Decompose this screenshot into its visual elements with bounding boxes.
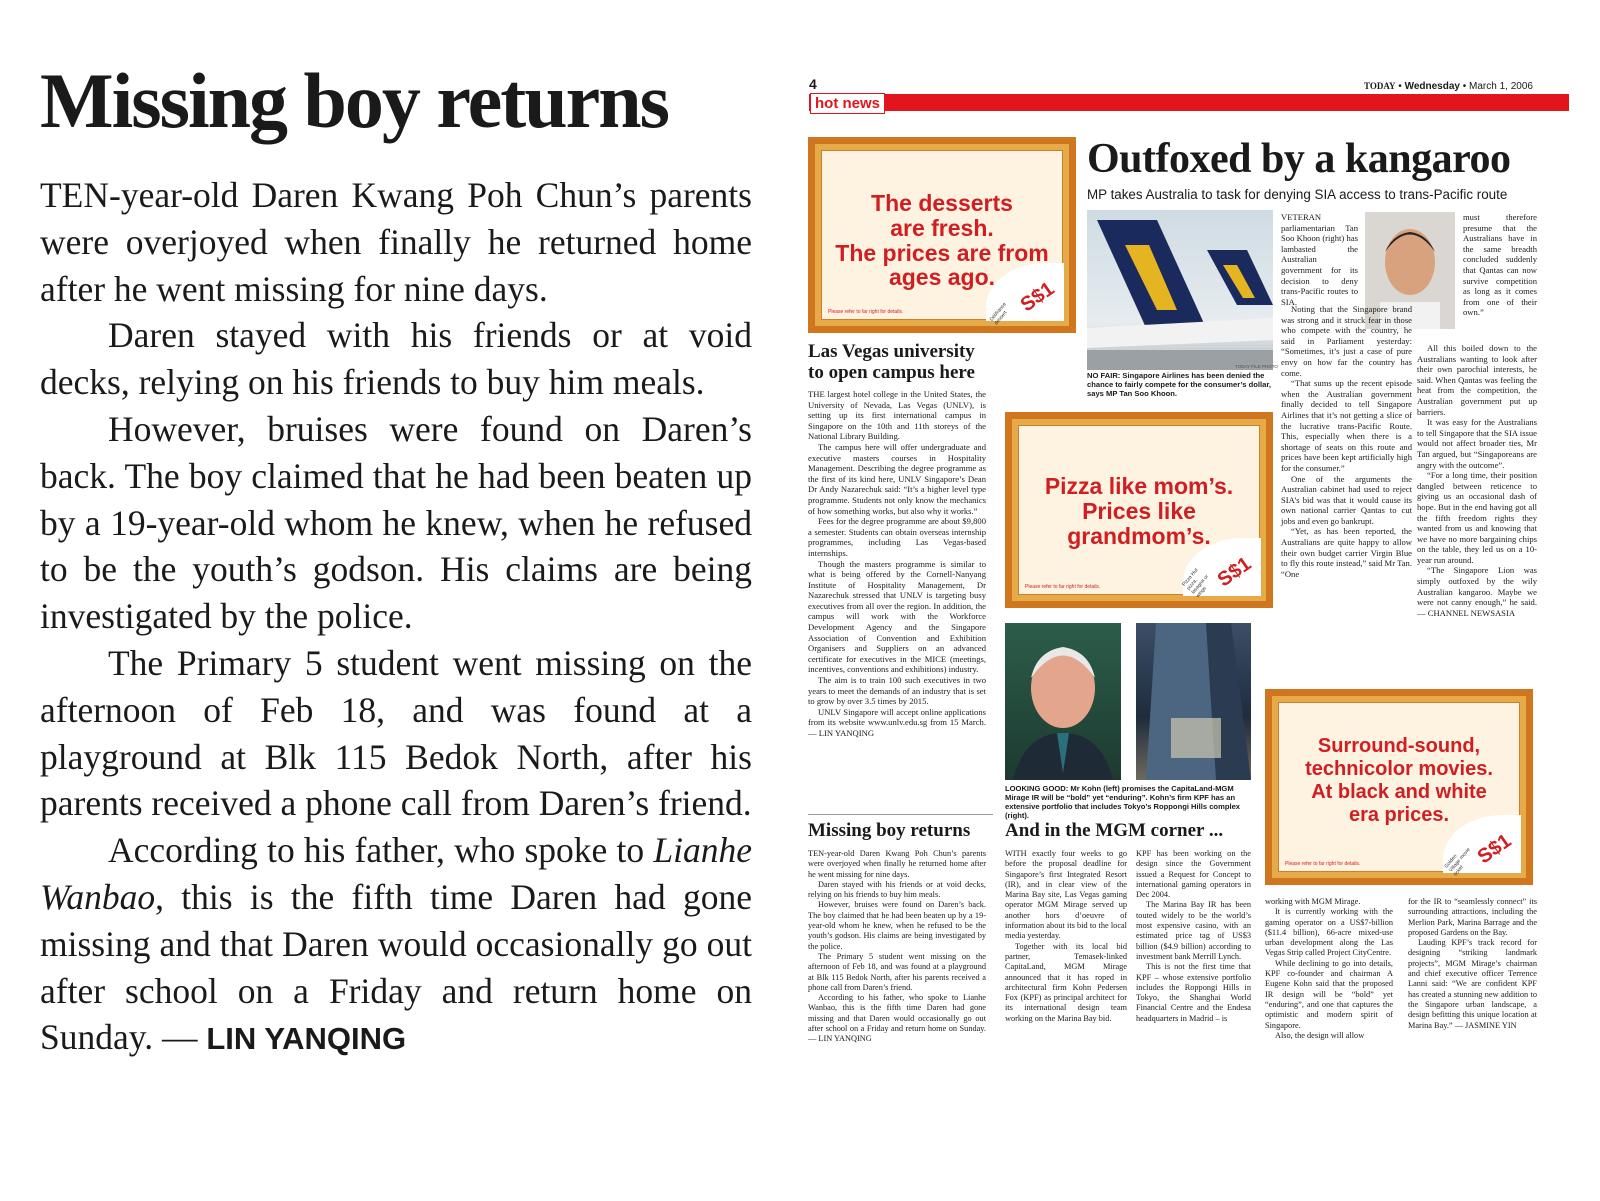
ad-movies-line-4: era prices. (1348, 804, 1450, 826)
kangaroo-col1-top (1281, 212, 1358, 307)
ad-pizza-text (1019, 474, 1259, 548)
masthead-dateline: TODAY • Wednesday • March 1, 2006 (1364, 81, 1533, 92)
roppongi-hills-photo (1136, 623, 1251, 780)
ad-movies-tag: Golden Village movie ticket (1443, 846, 1472, 878)
kangaroo-col2-top (1463, 212, 1537, 318)
ad-pizza-panel (1018, 425, 1260, 600)
kangaroo-paragraph-9: “For a long time, their position dangled between reticence to giving us an occasional dash of hope. But in the end having got all the fifth freedom rights they wanted from us and knowing that we have no more bargaining chips on the table, they led us on a 10-year run around. (1417, 470, 1537, 565)
small-boy-paragraph-4: The Primary 5 student went missing on the afternoon of Feb 18, and was found at a playground at Blk 115 Bedok North, after his parents received a phone call from Daren’s friend. (808, 951, 986, 992)
dateline-date: March 1, 2006 (1469, 81, 1533, 92)
unlv-paragraph-3: Fees for the degree programme are about $9,800 a semester. Students can obtain overseas internship programmes, including Las Vegas-based internships. (808, 516, 986, 558)
mgm-paragraph-3: KPF has been working on the design since the Government issued a Request for Concept to international gaming operators in Dec 2004. (1136, 849, 1251, 900)
ad-pizza-tag: Pizza Hut pizza, lasagna or wings (1181, 567, 1210, 600)
kangaroo-deck: MP takes Australia to task for denying SIA access to trans-Pacific route (1087, 187, 1508, 202)
kangaroo-paragraph-8: It was easy for the Australians to tell Singapore that the SIA issue would not affect broader ties, Mr Tan argued, but “Singaporeans are angry with the outcome”. (1417, 417, 1537, 470)
ad-pizza-fine-print: Please refer to far right for details. (1025, 584, 1101, 590)
ad-movies-line-2: technicolor movies. (1305, 758, 1493, 780)
mgm-col1 (1005, 849, 1127, 1024)
ad-desserts-line-4: ages ago. (888, 264, 996, 291)
enlarged-p5-italic: Lianhe Wanbao (40, 830, 752, 917)
kangaroo-paragraph-4: One of the arguments the Australian cabinet had used to reject SIA’s bid was that it would cause its own national carrier Qantas to cut jobs and even go bankrupt. (1281, 473, 1412, 526)
airplane-photo-credit: TODAY FILE PHOTO (1235, 364, 1278, 369)
kohn-portrait (1005, 623, 1121, 780)
airplane-photo (1087, 210, 1273, 370)
unlv-headline-line-1: Las Vegas university (808, 341, 975, 362)
ad-movies-line-3: At black and white (1311, 781, 1487, 803)
ad-pizza-line-1: Pizza like mom’s. (1044, 473, 1234, 499)
airplane-caption: NO FAIR: Singapore Airlines has been denied the chance to fairly compete for the consumer’s dollar, says MP Tan Soo Khoon. (1087, 371, 1271, 398)
kangaroo-headline: Outfoxed by a kangaroo (1087, 136, 1511, 182)
enlarged-paragraph-2: Daren stayed with his friends or at void decks, relying on his friends to buy him meals. (40, 315, 752, 403)
kangaroo-col1 (1281, 304, 1412, 579)
small-boy-paragraph-1: TEN-year-old Daren Kwang Poh Chun’s parents were overjoyed when finally he returned home after he went missing for nine days. (808, 849, 986, 879)
kangaroo-paragraph-3: “That sums up the recent episode when the Australian government finally decided to tell Singapore Airlines that it’s not getting a slice of the lucrative trans-Pacific Route. This, especially when there is a shortage of seats on this route and prices have been kept artificially high for the consumer.” (1281, 378, 1412, 473)
ad-movies-price: S$1 (1474, 829, 1516, 869)
small-boy-headline: Missing boy returns (808, 820, 971, 841)
mgm-paragraph-8: While declining to go into details, KPF co-founder and chairman A Eugene Kohn said that the proposed IR design will be “bold” yet “enduring”, and one that captures the optimistic and modern spirit of Singapore. (1265, 958, 1393, 1030)
section-label: hot news (810, 93, 885, 114)
ad-desserts-line-3: The prices are from (835, 239, 1049, 266)
mgm-paragraph-10: for the IR to “seamlessly connect” its surrounding attractions, including the Merlion Park, Marina Barrage and the proposed Gardens on the Bay. (1408, 897, 1537, 937)
unlv-paragraph-4: Though the masters programme is similar to what is being offered by the Cornell-Nanyang Institute of Hospitality Management, Dr Nazarechuk stressed that UNLV is targeting busy executives from all over the region. In addition, the campus will work with the Workforce Development Agency and the Singapore Association of Convention and Exhibition Organisers and Suppliers on an advanced certificate for executives in the MICE (meetings, incentives, conventions and exhibitions) industry. (808, 558, 986, 675)
ad-pizza-price: S$1 (1214, 552, 1256, 592)
unlv-paragraph-5: The aim is to train 100 such executives in two years to meet the demands of an industry that is set to grow by over 3.5 times by 2015. (808, 675, 986, 707)
ad-movies-line-1: Surround-sound, (1317, 735, 1481, 757)
kangaroo-paragraph-5: “Yet, as has been reported, the Australians are quite happy to allow their own budget carrier Virgin Blue to fly this route instead,” said Mr Tan. “One (1281, 526, 1412, 579)
mgm-col4 (1408, 897, 1537, 1031)
masthead-logo: TODAY (1364, 81, 1396, 91)
enlarged-p5-post: , this is the fifth time Daren had gone missing and that Daren would occasionally go out after school on a Friday and return home on Sunday. — (40, 876, 752, 1058)
mgm-paragraph-5: This is not the first time that KPF – whose extensive portfolio includes the Roppongi Hills in Tokyo, the Shanghai World Financial Centre and the Endesa headquarters in Madrid – is (1136, 962, 1251, 1023)
mgm-paragraph-11: Lauding KPF’s track record for designing “striking landmark projects”, MGM Mirage’s chairman and chief executive officer Terrence Lanni said: “We are confident KPF has created a stunning new addition to the Singapore urban landscape, a design befitting this unique location at Marina Bay.” — JASMINE YIN (1408, 938, 1537, 1030)
unlv-paragraph-6: UNLV Singapore will accept online applications from its website www.unlv.edu.sg from 15 March. — LIN YANQING (808, 706, 986, 738)
kohn-portrait-illustration (1005, 623, 1121, 780)
mgm-paragraph-2: Together with its local bid partner, Temasek-linked CapitaLand, MGM Mirage announced that it has roped in architectural firm Kohn Pedersen Fox (KPF) as principal architect for its international design team working on the Marina Bay bid. (1005, 941, 1127, 1023)
enlarged-article-body (40, 172, 752, 1063)
ad-movies-fine-print: Please refer to far right for details. (1285, 861, 1361, 867)
mgm-paragraph-4: The Marina Bay IR has been touted widely to be the world’s most expensive casino, with an estimated price tag of US$3 billion ($4.9 billion) according to investment bank Merrill Lynch. (1136, 900, 1251, 961)
unlv-headline (808, 341, 998, 383)
mgm-paragraph-6: working with MGM Mirage. (1265, 897, 1361, 906)
ad-desserts-panel (821, 150, 1063, 327)
small-boy-paragraph-2: Daren stayed with his friends or at void decks, relying on his friends to buy him meals. (808, 879, 986, 900)
dateline-day: Wednesday (1404, 81, 1460, 92)
page-number: 4 (809, 76, 817, 92)
ad-pizza (1005, 412, 1273, 608)
kangaroo-paragraph-6: must therefore presume that the Australians have in the same breadth concluded suddenly that Qantas can now survive competition as long as it comes from one of their own.” (1463, 212, 1537, 318)
roppongi-tower-illustration (1136, 623, 1251, 780)
enlarged-headline: Missing boy returns (40, 57, 668, 144)
kangaroo-col2 (1417, 343, 1537, 618)
mgm-col3 (1265, 897, 1393, 1041)
mgm-paragraph-9: Also, the design will allow (1275, 1030, 1365, 1040)
mgm-paragraph-1: WITH exactly four weeks to go before the proposal deadline for Singapore’s first Integrated Resort (IR), and in clear view of the Marina Bay site, Las Vegas gaming operator MGM Mirage served up another hors d’oeuvre of information about its bid to the local media yesterday. (1005, 849, 1127, 941)
unlv-headline-line-2: to open campus here (808, 362, 975, 383)
ad-pizza-line-3: grandmom’s. (1067, 522, 1211, 549)
enlarged-paragraph-1: TEN-year-old Daren Kwang Poh Chun’s parents were overjoyed when finally he returned home after he went missing for nine days. (40, 175, 752, 309)
small-boy-body (808, 849, 986, 1045)
kangaroo-paragraph-10: “The Singapore Lion was simply outfoxed by the wily Australian kangaroo. Maybe we were not canny enough,” he said. — CHANNEL NEWSASIA (1417, 565, 1537, 618)
ad-desserts-line-2: are fresh. (890, 214, 994, 241)
kangaroo-paragraph-7: All this boiled down to the Australians wanting to look after their own parochial interests, he said. When Qantas was feeling the heat from the competition, the Australian government put up barriers. (1417, 343, 1537, 417)
mgm-col2 (1136, 849, 1251, 1024)
mgm-paragraph-7: It is currently working with the gaming operator on a US$7-billion ($11.4 billion), 66-acre mixed-use urban development along the Las Vegas Strip called Project CityCentre. (1265, 907, 1393, 958)
airplane-tail-illustration (1087, 210, 1273, 370)
enlarged-paragraph-5 (40, 827, 752, 1063)
enlarged-paragraph-3: However, bruises were found on Daren’s back. The boy claimed that he had been beaten up by a 19-year-old whom he knew, when he refused to be the youth’s godson. His claims are being investigated by the police. (40, 408, 752, 637)
section-bar (809, 94, 1569, 111)
ad-desserts-tag: Délifrance dessert (988, 301, 1009, 327)
ad-movies (1265, 689, 1533, 885)
ad-movies-text (1279, 735, 1519, 827)
small-boy-rule (808, 814, 993, 815)
ad-desserts-line-1: The desserts (871, 190, 1013, 216)
ad-desserts-price: S$1 (1017, 277, 1059, 317)
mgm-caption: LOOKING GOOD: Mr Kohn (left) promises the CapitaLand-MGM Mirage IR will be “bold” yet “enduring”. Kohn’s firm KPF has an extensive portfolio that includes Tokyo’s Roppongi Hills complex (right). (1005, 784, 1241, 820)
unlv-paragraph-2: The campus here will offer undergraduate and executive masters courses in Hospitality Management. Describing the degree programme as the first of its kind here, UNLV Singapore’s Dean Dr Andy Nazarechuk said: “It’s a higher level type programme. Students not only know the mechanics of how something works, but also why it works.” (808, 441, 986, 516)
ad-movies-panel (1278, 702, 1520, 878)
unlv-paragraph-1: THE largest hotel college in the United States, the University of Nevada, Las Vegas (UNLV), is setting up its first international campus in Singapore on the 10th and 11th storeys of the National Library Building. (808, 389, 986, 442)
kangaroo-paragraph-1: VETERAN parliamentarian Tan Soo Khoon (right) has lambasted the Australian government for its decision to deny trans-Pacific routes to SIA. (1281, 212, 1358, 307)
unlv-body (808, 389, 986, 739)
enlarged-paragraph-4: The Primary 5 student went missing on the afternoon of Feb 18, and was found at a playground at Blk 115 Bedok North, after his parents received a phone call from Daren’s friend. (40, 642, 752, 824)
small-boy-paragraph-5: According to his father, who spoke to Lianhe Wanbao, this is the fifth time Daren had gone missing and that Daren would occasionally go out after school on a Friday and return home on Sunday. — LIN YANQING (808, 993, 986, 1044)
ad-desserts (808, 137, 1076, 333)
enlarged-byline: LIN YANQING (206, 1021, 407, 1057)
kangaroo-paragraph-2: Noting that the Singapore brand was strong and it struck fear in those who compete with the country, he said in Parliament yesterday: “Sometimes, it’s just a case of pure envy on how far the country has come. (1281, 304, 1412, 378)
ad-pizza-line-2: Prices like (1082, 497, 1196, 524)
mgm-headline: And in the MGM corner ... (1005, 820, 1224, 841)
enlarged-p5-pre: According to his father, who spoke to (108, 830, 654, 871)
small-boy-paragraph-3: However, bruises were found on Daren’s back. The boy claimed that he had been beaten up by a 19-year-old whom he knew, when he refused to be the youth’s godson. His claims are being investigated by the police. (808, 900, 986, 951)
ad-desserts-fine-print: Please refer to far right for details. (828, 309, 904, 315)
